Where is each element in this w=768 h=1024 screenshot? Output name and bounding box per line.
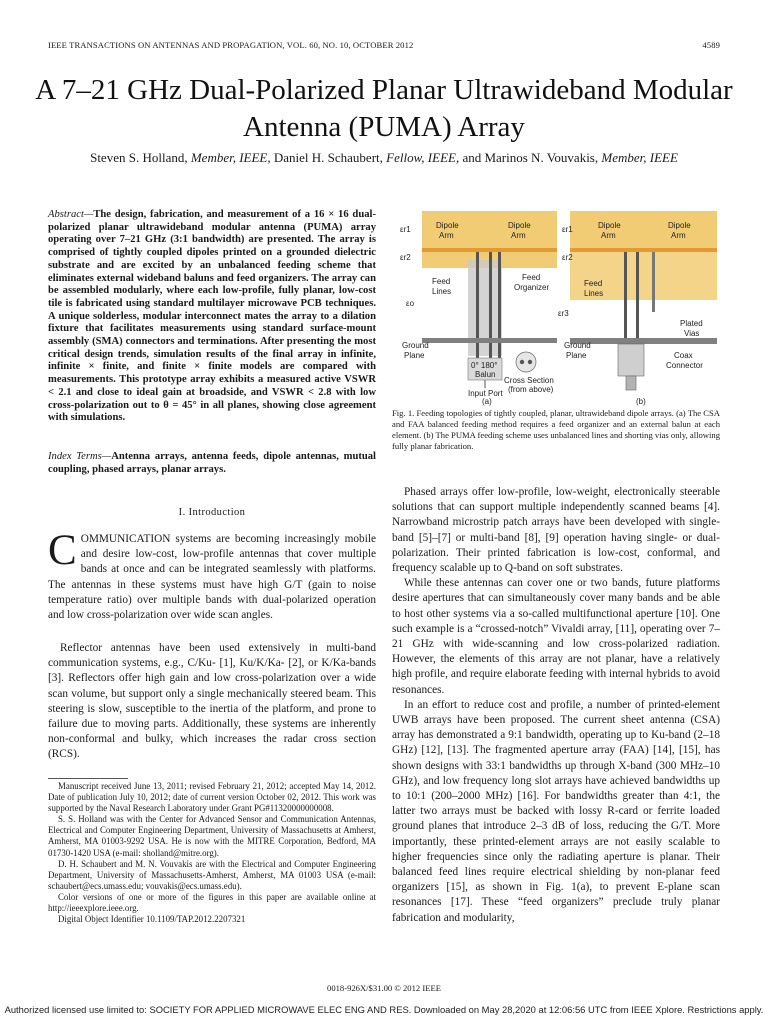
dipole-strip-b	[570, 248, 717, 252]
author-2: Daniel H. Schaubert,	[273, 150, 383, 165]
ground-b1: Ground	[564, 341, 591, 350]
caption-text: Feeding topologies of tightly coupled, planar, ultrawideband dipole arrays. (a) The CSA and FAA balanced feeding method requires a feed organizer and an external balun at each element. (b) The PUMA feeding scheme uses unbalanced lines and shorting vias only, allowing fully planar fabrication.	[392, 408, 720, 451]
footnote-authors-2-3: D. H. Schaubert and M. N. Vouvakis are with the Electrical and Computer Engineering Department, University of Massachusetts-Amherst, Amherst, MA 01003 USA (e-mail: schaubert@ecs.umass.edu; vouvakis@ecs.umass.edu).	[48, 858, 376, 891]
feed-lines-a1: Feed	[432, 277, 451, 286]
footnotes	[48, 781, 376, 925]
right-paragraph-1: Phased arrays offer low-profile, low-weight, electronically steerable solutions that can support multiple independently scanned beams [4]. Narrowband microstrip patch arrays have been developed with single-band [5]–[7] or multi-band [8], [9] operation having single- or dual-polarization. Their printed fabrication is low-cost, conformal, and frequency scalable up to Q-band on soft substrates.	[392, 486, 720, 575]
dipole-arm-b1: Dipole	[598, 221, 621, 230]
author-3: and Marinos N. Vouvakis,	[462, 150, 599, 165]
dipole-arm-a3: Dipole	[508, 221, 531, 230]
paper-title: A 7–21 GHz Dual-Polarized Planar Ultrawideband Modular Antenna (PUMA) Array	[35, 74, 733, 143]
footnote-manuscript: Manuscript received June 13, 2011; revised February 21, 2012; accepted May 14, 2012. Date of publication July 10, 2012; date of current version October 02, 2012. This work was supported by the Naval Research Laboratory under Grant PG#11320000000008.	[48, 781, 376, 814]
ground-plane-a	[422, 338, 557, 343]
dielectric-layer-b	[570, 211, 717, 248]
feed-line-a1	[476, 252, 479, 370]
eps-r3-b: εr3	[558, 309, 569, 318]
author-2-grade: Fellow, IEEE,	[386, 150, 460, 165]
ground-b2: Plane	[566, 351, 587, 360]
author-1: Steven S. Holland,	[90, 150, 188, 165]
sub-label-b: (b)	[636, 397, 646, 406]
dipole-arm-a1: Dipole	[436, 221, 459, 230]
cross-section-conductor-2	[528, 360, 532, 364]
dipole-arm-b2: Arm	[601, 231, 616, 240]
abstract	[48, 209, 376, 425]
feed-line-a3	[498, 252, 501, 370]
feed-line-a2	[489, 252, 492, 370]
ground-a1: Ground	[402, 341, 429, 350]
eps-r2-a: εr2	[400, 253, 411, 262]
feed-organizer-lbl1: Feed	[522, 273, 541, 282]
footnote-doi: Digital Object Identifier 10.1109/TAP.2012.2207321	[58, 914, 246, 925]
eps-r1-b: εr1	[562, 225, 573, 234]
running-head	[48, 40, 720, 50]
feed-lines-a2: Lines	[432, 287, 452, 296]
dipole-arm-b4: Arm	[671, 231, 686, 240]
author-3-grade: Member, IEEE	[601, 150, 678, 165]
coax-pin	[626, 376, 636, 390]
index-terms-label: Index Terms—	[48, 451, 112, 462]
dipole-arm-a4: Arm	[511, 231, 526, 240]
plated-vias-2: Vias	[684, 329, 700, 338]
ground-a2: Plane	[404, 351, 425, 360]
author-1-grade: Member, IEEE,	[190, 150, 271, 165]
eps-r1-a: εr1	[400, 225, 411, 234]
intro-paragraph-2: Reflector antennas have been used extensively in multi-band communication systems, e.g., C/Ku- [1], Ku/K/Ka- [2], or K/Ka-bands [3]. Reflectors offer high gain and low cross-polarization over a wide scan volume, but support only a single mechanically steered beam. This steering is slow, susceptible to the inertia of the platform, and prone to failure due to moving parts. Additionally, these systems are inherently non-conformal and bulky, which increases the radar cross section (RCS).	[48, 642, 376, 761]
cross-section-circle	[516, 352, 536, 372]
figure-1-diagram	[392, 208, 720, 406]
page-number: 4589	[702, 40, 720, 50]
right-paragraph-2: While these antennas can cover one or two bands, future platforms desire apertures that can simultaneously cover many bands and be able to host other systems via a so-called multifunctional aperture [10]. One such example is a “crossed-notch” Vivaldi array, [11], operating over 7–21 GHz with wide-scanning and low cross-polarized radiation. However, the elements of this array are not planar, have a relatively high profile, and require elaborate feeding with internal hybrids to avoid resonances.	[392, 577, 720, 696]
footnote-rule	[48, 778, 128, 779]
intro-paragraph-1	[48, 527, 376, 623]
cross-section-lbl2: (from above)	[508, 385, 554, 394]
ground-plane-b	[570, 338, 717, 344]
feed-lines-b2: Lines	[584, 289, 604, 298]
author-list	[20, 150, 748, 166]
eps-0-a: εo	[406, 299, 415, 308]
abstract-label: Abstract—	[48, 209, 94, 220]
dipole-arm-b3: Dipole	[668, 221, 691, 230]
cross-section-conductor-1	[520, 360, 524, 364]
figure-1	[392, 208, 720, 406]
coax-connector	[618, 344, 644, 376]
coax-lbl2: Connector	[666, 361, 703, 370]
coax-lbl1: Coax	[674, 351, 693, 360]
footnote-color: Color versions of one or more of the figures in this paper are available online at http://ieeexplore.ieee.org.	[48, 891, 376, 914]
index-terms	[48, 451, 376, 477]
balun-phase: 0° 180°	[471, 361, 498, 370]
right-column-text	[392, 485, 720, 926]
input-port-label: Input Port	[468, 389, 503, 398]
caption-label: Fig. 1.	[392, 408, 415, 418]
access-notice: Authorized licensed use limited to: SOCIETY FOR APPLIED MICROWAVE ELEC ENG AND RES. Downloaded on May 28,2020 at 12:06:56 UTC from IEEE Xplore. Restrictions apply.	[4, 1004, 764, 1015]
intro-p1-text: OMMUNICATION systems are becoming increasingly mobile and desire low-cost, low-profile antennas that cover multiple bands at once and can be integrated seamlessly with platforms. The antennas in these systems must have high G/T (gain to noise temperature ratio) over multiple bands with dual-polarized operation and low cross-polarization over wide scan angles.	[48, 533, 376, 622]
sub-label-a: (a)	[482, 397, 492, 406]
plated-via-b	[652, 252, 655, 312]
feed-organizer-lbl2: Organizer	[514, 283, 550, 292]
feed-lines-b1: Feed	[584, 279, 603, 288]
plated-vias-1: Plated	[680, 319, 703, 328]
feed-line-b1	[624, 252, 627, 338]
section-heading: I. Introduction	[178, 507, 246, 518]
right-paragraph-3: In an effort to reduce cost and profile, a number of printed-element UWB arrays have been proposed. The current sheet antenna (CSA) array has demonstrated a 9:1 bandwidth, operating up to Ku-band (2–18 GHz) [12], [13]. The fragmented aperture array (FAA) [14], [15], has shown designs with 33:1 bandwidths up through X-band (300 MHz–10 GHz), and low frequency long slot arrays have achieved bandwidths up to 10:1 (200–2000 MHz) [16]. For bandwidths greater than 4:1, the latter two arrays must be backed with lossy R-card or ferrite loaded ground planes that introduce 2–3 dB of loss, reducing the G/T. More importantly, these printed-element arrays are not easily scalable to higher frequencies since only the radiating aperture is planar. Their balanced feed lines require electrical shielding by non-planar feed organizers [15], as shown in Fig. 1(a), to prevent E-plane scan resonances [17]. These “feed organizers” preclude truly planar fabrication and modularity,	[392, 698, 720, 924]
cross-section-lbl1: Cross Section	[504, 376, 554, 385]
drop-cap: C	[48, 527, 77, 574]
journal-name: IEEE TRANSACTIONS ON ANTENNAS AND PROPAGATION, VOL. 60, NO. 10, OCTOBER 2012	[48, 40, 414, 50]
dipole-strip-a	[422, 248, 557, 252]
dipole-arm-a2: Arm	[439, 231, 454, 240]
eps-r2-b: εr2	[562, 253, 573, 262]
abstract-text: The design, fabrication, and measurement of a 16 × 16 dual-polarized planar ultrawideband modular antenna (PUMA) array operating over 7–21 GHz (3:1 bandwidth) are presented. The array is comprised of tightly coupled dipoles printed on a grounded dielectric substrate and are excited by an unbalanced feeding scheme that eliminates external wideband baluns and feed organizers. The array can be assembled modularly, where each low-profile, fully planar, low-cost tile is fabricated using standard multilayer microwave PCB techniques. A unique solderless, modular interconnect mates the array to a dilation fixture that facilitates measurements using standard surface-mount assembly (SMA) connectors and terminations. After presenting the most critical design trends, simulation results of the final array in infinite, infinite × finite, and finite × finite models are compared with measurements. This prototype array exhibits a measured active VSWR < 2.1 and close to ideal gain at broadside, and VSWR < 2.8 with low cross-polarization out to θ = 45° in all planes, showing close agreement with simulations.	[48, 209, 376, 424]
copyright-line: 0018-926X/$31.00 © 2012 IEEE	[327, 983, 441, 993]
balun-label: Balun	[475, 370, 496, 379]
index-terms-text: Antenna arrays, antenna feeds, dipole antennas, mutual coupling, phased arrays, planar arrays.	[48, 451, 376, 475]
feed-line-b2	[636, 252, 639, 338]
figure-1-caption	[392, 408, 720, 452]
footnote-author-1: S. S. Holland was with the Center for Advanced Sensor and Communication Antennas, Electrical and Computer Engineering Department, University of Massachusetts at Amherst, Amherst, MA 01003-9292 USA. He is now with the MITRE Corporation, Bedford, MA 01730-1420 USA (e-mail: sholland@mitre.org).	[48, 814, 376, 858]
